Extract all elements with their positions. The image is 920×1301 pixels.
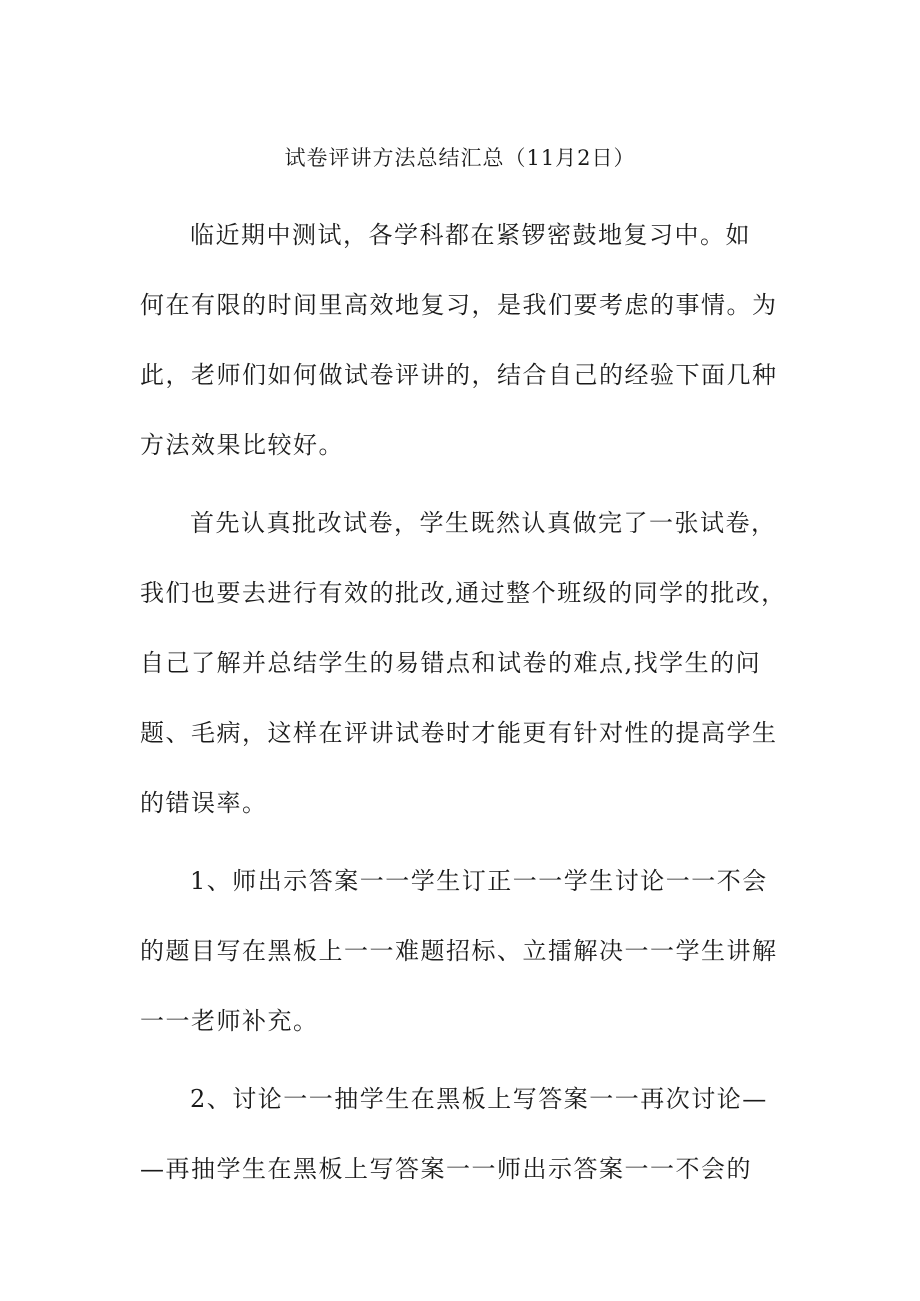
page-title: 试卷评讲方法总结汇总（11月2日） <box>284 146 636 170</box>
paragraph-line: 此，老师们如何做试卷评讲的，结合自己的经验下面几种 <box>140 361 778 389</box>
paragraph-line: 首先认真批改试卷，学生既然认真做完了一张试卷， <box>190 509 777 537</box>
paragraph-line: 方法效果比较好。 <box>140 431 344 459</box>
paragraph-line: 的错误率。 <box>140 789 268 817</box>
paragraph-line: 2、讨论一一抽学生在黑板上写答案一一再次讨论— <box>190 1085 768 1113</box>
paragraph-line: 题、毛病，这样在评讲试卷时才能更有针对性的提高学生 <box>140 719 778 747</box>
paragraph-line: 我们也要去进行有效的批改,通过整个班级的同学的批改， <box>140 579 787 607</box>
paragraph-line: 何在有限的时间里高效地复习，是我们要考虑的事情。为 <box>140 291 778 319</box>
paragraph-line: 的题目写在黑板上一一难题招标、立擂解决一一学生讲解 <box>140 937 778 965</box>
paragraph-line: —再抽学生在黑板上写答案一一师出示答案一一不会的 <box>140 1155 752 1183</box>
paragraph-line: 一一老师补充。 <box>140 1007 319 1035</box>
paragraph-line: 自己了解并总结学生的易错点和试卷的难点,找学生的问 <box>140 649 762 677</box>
paragraph-line: 1、师出示答案一一学生订正一一学生讨论一一不会 <box>190 867 768 895</box>
paragraph-line: 临近期中测试，各学科都在紧锣密鼓地复习中。如 <box>190 221 751 249</box>
